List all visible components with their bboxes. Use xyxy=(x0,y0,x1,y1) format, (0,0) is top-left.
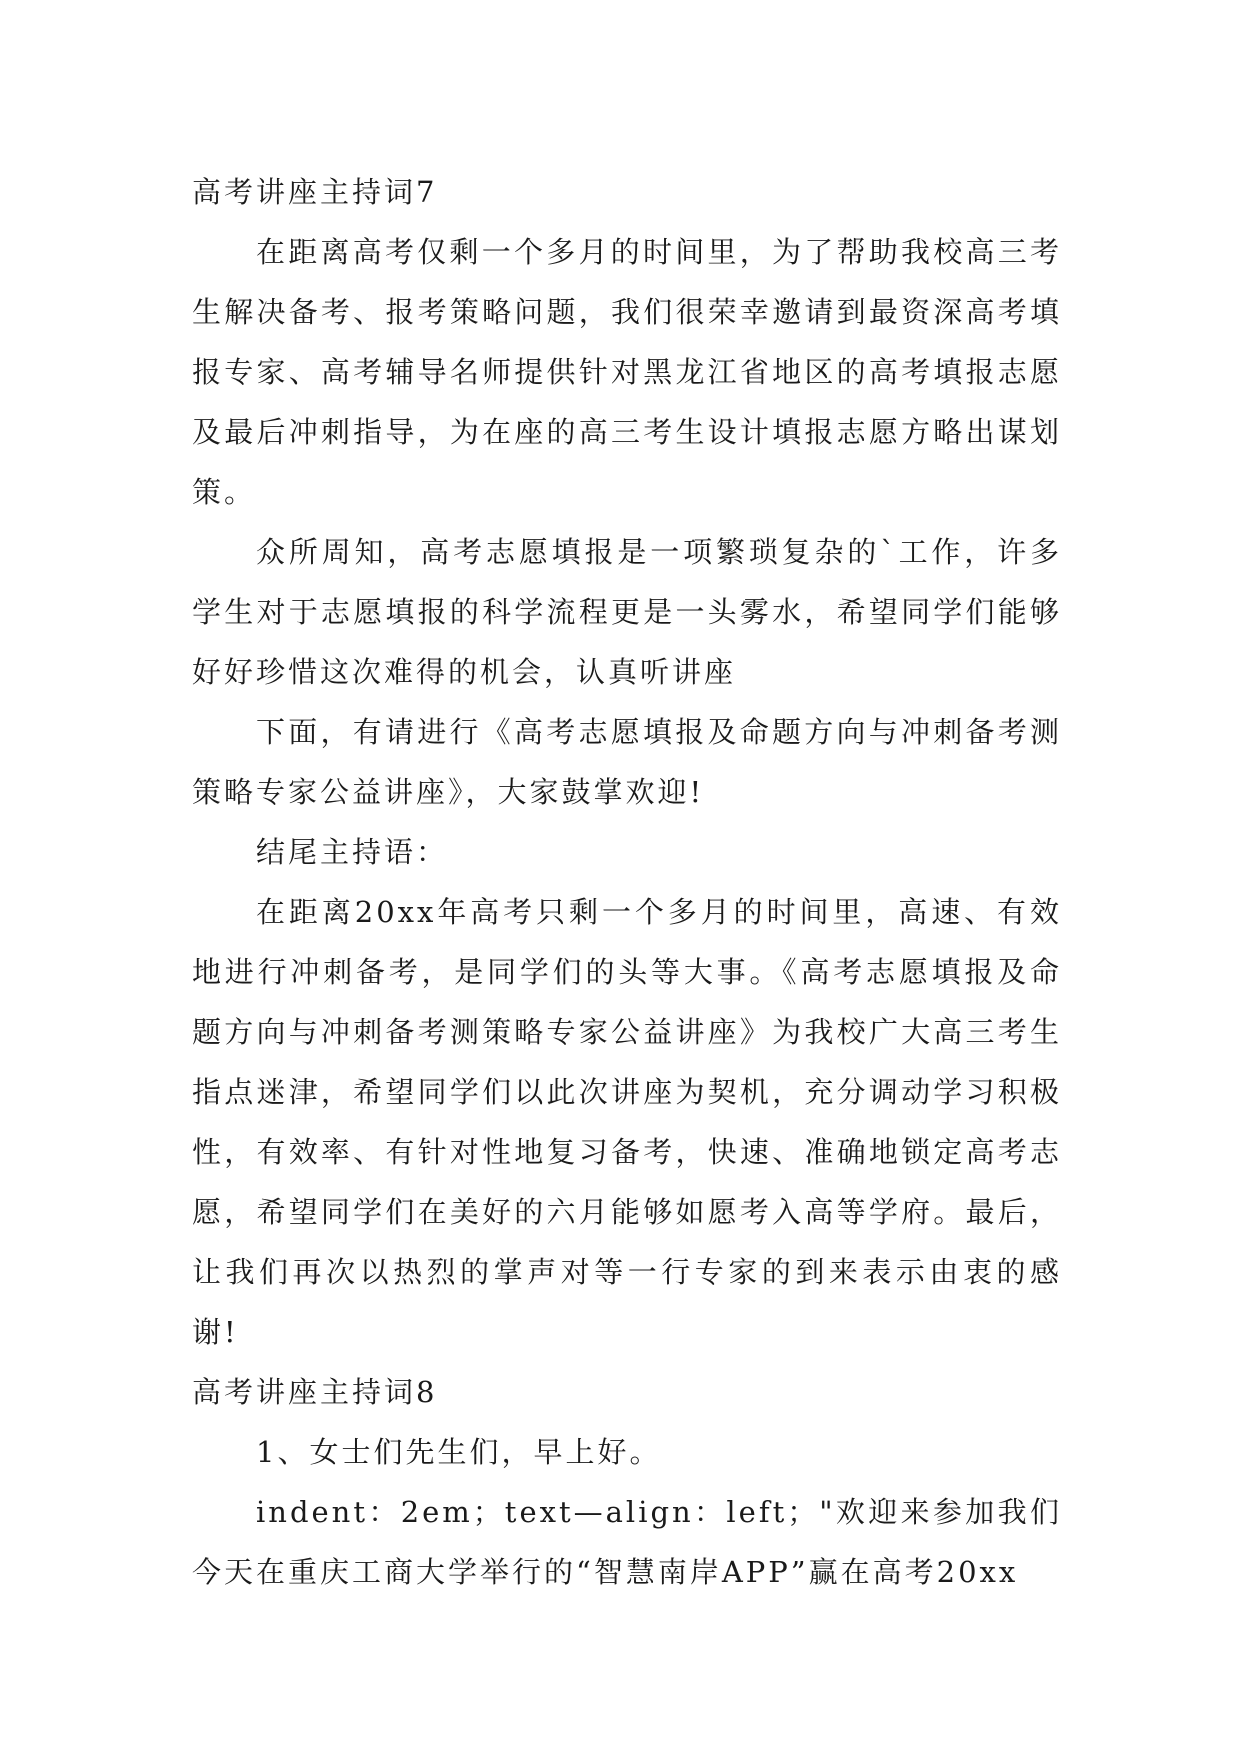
section-8 xyxy=(192,1362,1062,1602)
paragraph: 在距离20xx年高考只剩一个多月的时间里，高速、有效地进行冲刺备考，是同学们的头等大事。《高考志愿填报及命题方向与冲刺备考测策略专家公益讲座》为我校广大高三考生指点迷津，希望同学们以此次讲座为契机，充分调动学习积极性，有效率、有针对性地复习备考，快速、准确地锁定高考志愿，希望同学们在美好的六月能够如愿考入高等学府。最后，让我们再次以热烈的掌声对等一行专家的到来表示由衷的感谢! xyxy=(192,895,1062,1349)
section-heading: 高考讲座主持词8 xyxy=(192,1375,438,1409)
paragraph: 众所周知，高考志愿填报是一项繁琐复杂的`工作，许多学生对于志愿填报的科学流程更是一头雾水，希望同学们能够好好珍惜这次难得的机会，认真听讲座 xyxy=(192,535,1062,689)
paragraph: indent：2em；text—align：left；"欢迎来参加我们今天在重庆工商大学举行的“智慧南岸APP”赢在高考20xx xyxy=(192,1495,1062,1589)
document-body xyxy=(192,162,1062,1602)
paragraph: 结尾主持语： xyxy=(256,835,449,869)
paragraph: 1、女士们先生们，早上好。 xyxy=(256,1435,662,1469)
paragraph: 在距离高考仅剩一个多月的时间里，为了帮助我校高三考生解决备考、报考策略问题，我们很荣幸邀请到最资深高考填报专家、高考辅导名师提供针对黑龙江省地区的高考填报志愿及最后冲刺指导，为在座的高三考生设计填报志愿方略出谋划策。 xyxy=(192,235,1062,509)
paragraph: 下面，有请进行《高考志愿填报及命题方向与冲刺备考测策略专家公益讲座》，大家鼓掌欢迎! xyxy=(192,715,1062,809)
section-heading: 高考讲座主持词7 xyxy=(192,175,438,209)
section-7 xyxy=(192,162,1062,1362)
